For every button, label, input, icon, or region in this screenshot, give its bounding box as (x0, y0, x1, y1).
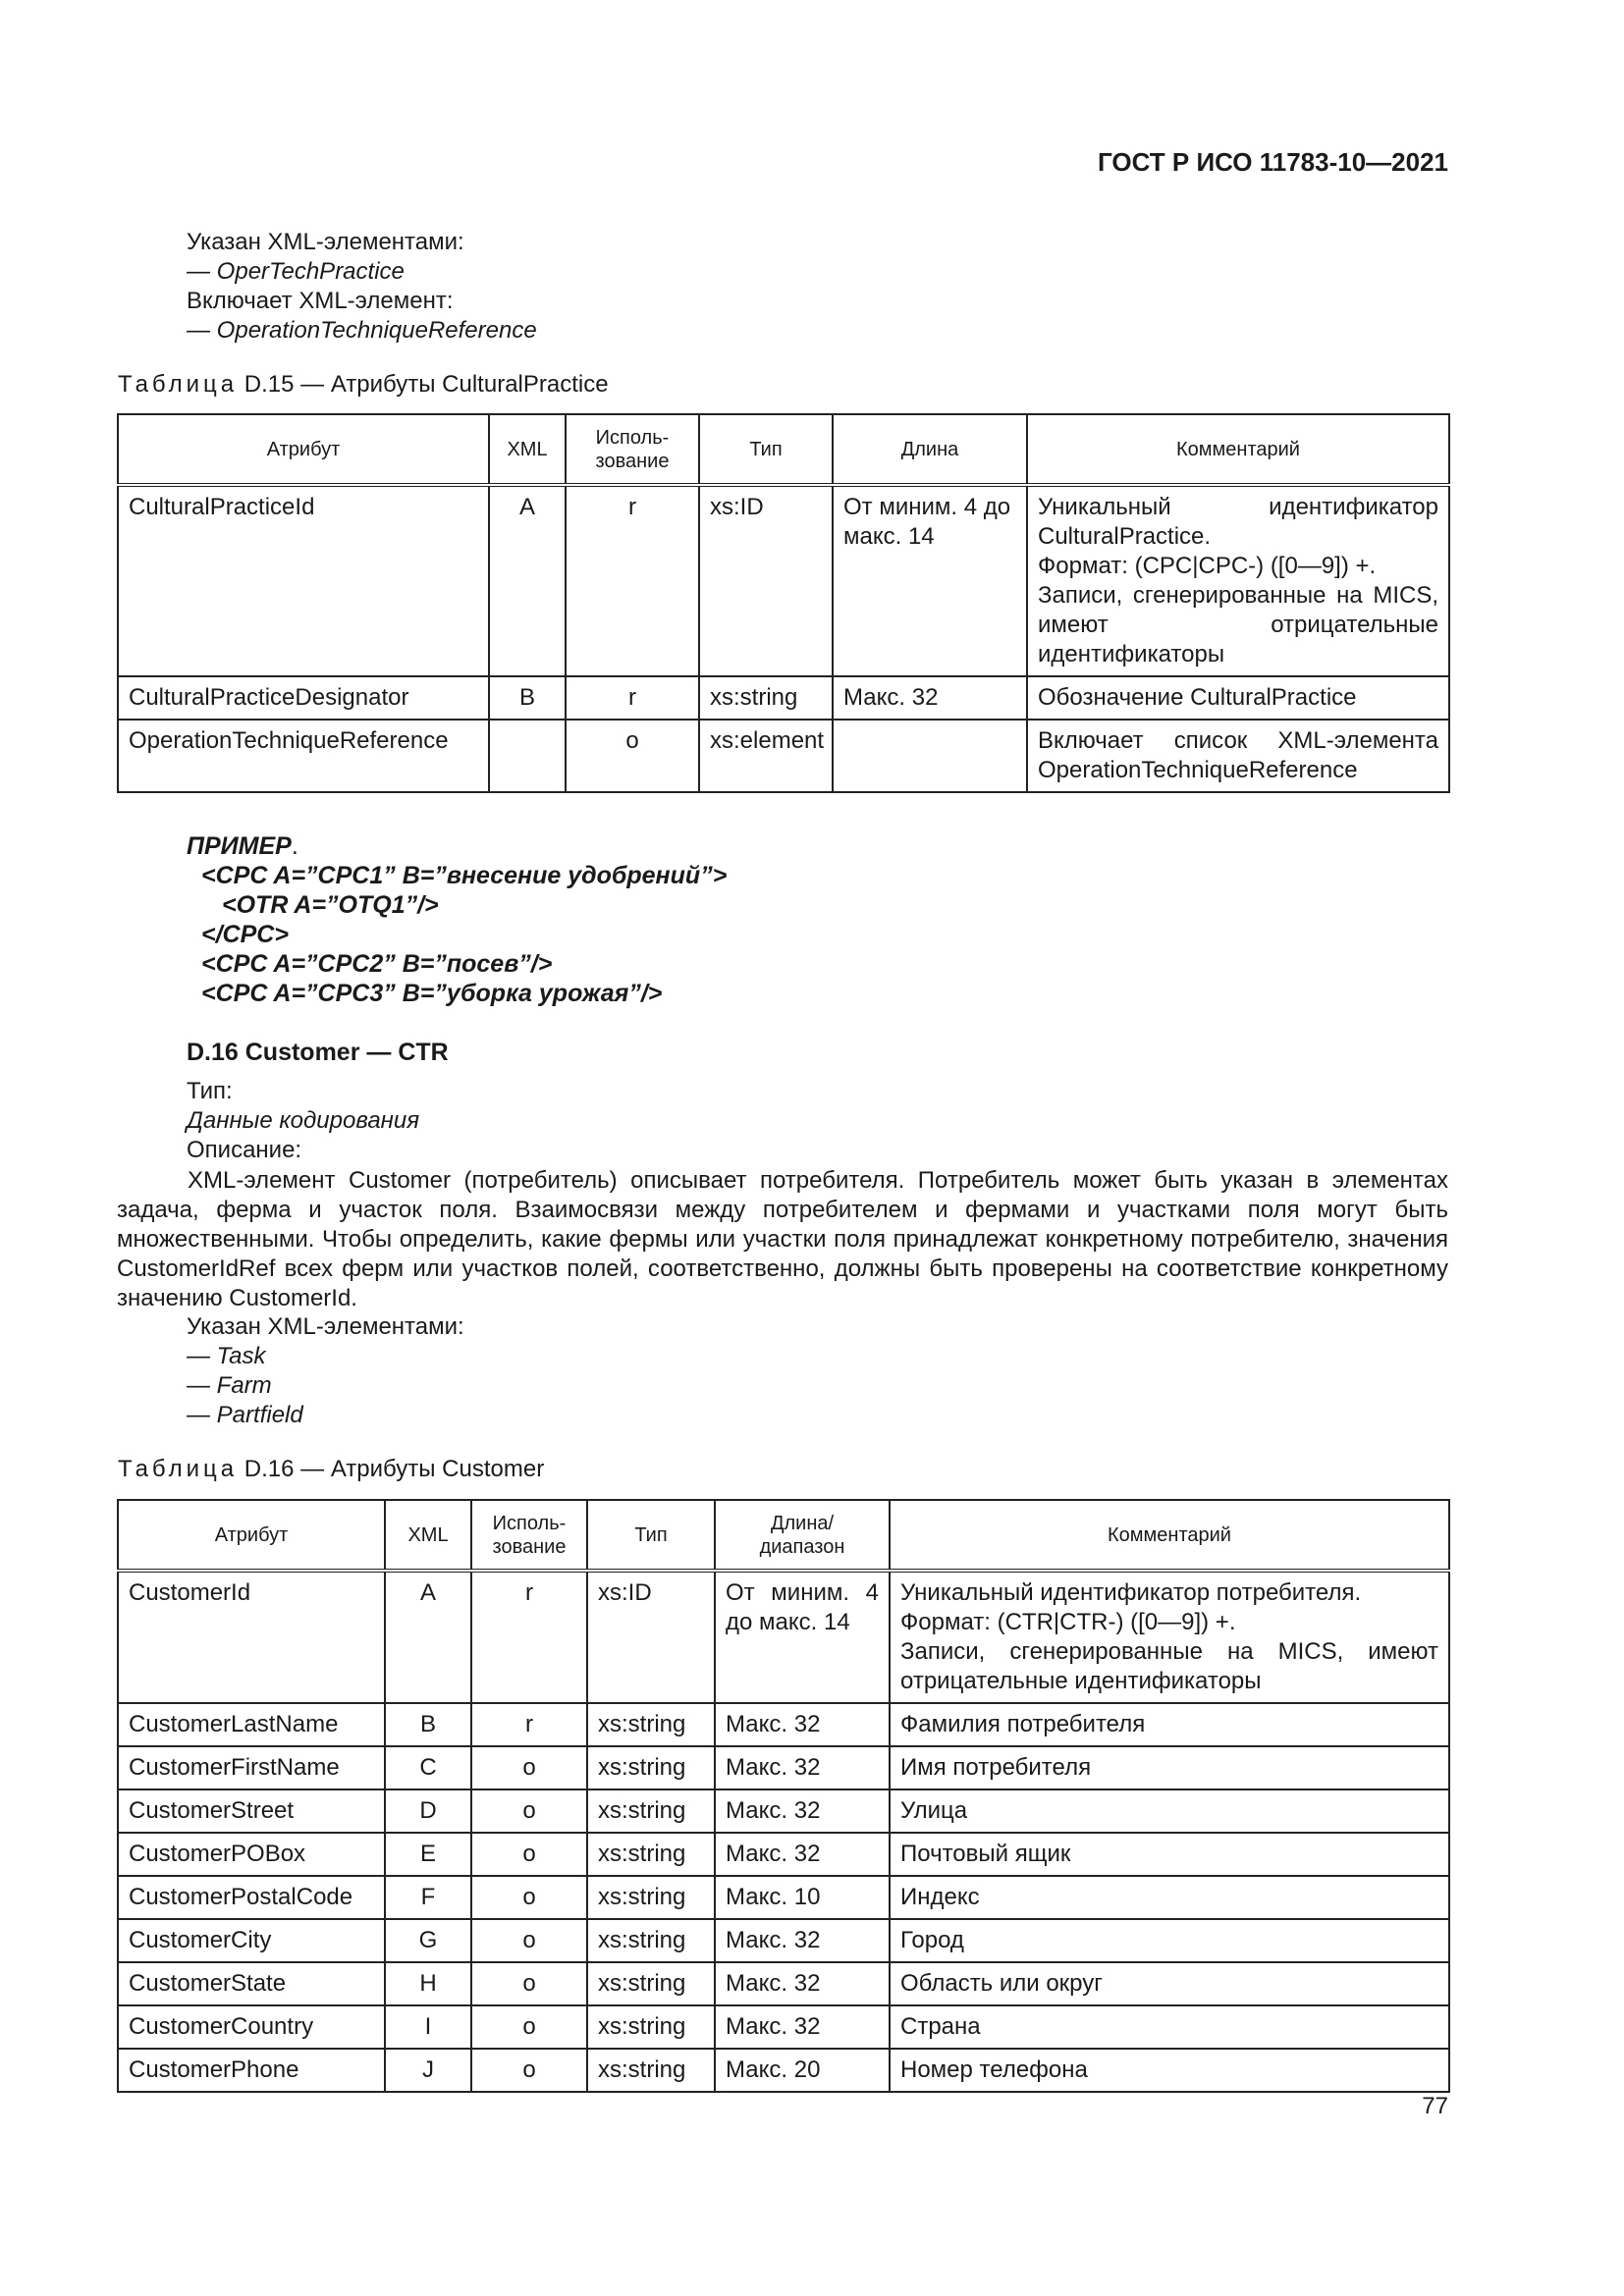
cell-usage: o (471, 1919, 587, 1962)
includes-label: Включает XML-элемент: (187, 288, 454, 314)
section-heading: D.16 Customer — CTR (187, 1039, 449, 1066)
example-code-line: <CPC A=”CPC2” B=”посев”/> (201, 950, 553, 978)
type-label: Тип: (187, 1078, 233, 1104)
column-header: Комментарий (1027, 414, 1449, 485)
column-header: Исполь- зование (471, 1500, 587, 1571)
cell-xml (489, 720, 566, 792)
cell-usage: o (471, 2005, 587, 2049)
cell-length: Макс. 32 (715, 1746, 890, 1789)
cell-attribute: CustomerFirstName (118, 1746, 385, 1789)
example-title-suffix: . (291, 832, 298, 860)
cell-usage: r (566, 485, 699, 676)
table-row (118, 1876, 1449, 1919)
specified-item: — Task (187, 1343, 266, 1369)
cell-attribute: CustomerId (118, 1571, 385, 1703)
cell-xml: F (385, 1876, 471, 1919)
specified-label: Указан XML-элементами: (187, 1313, 464, 1340)
table-row (118, 1703, 1449, 1746)
cell-length (833, 720, 1027, 792)
description-label: Описание: (187, 1137, 302, 1163)
table-row (118, 485, 1449, 676)
cell-comment: Фамилия потребителя (890, 1703, 1449, 1746)
cell-type: xs:ID (699, 485, 833, 676)
cell-attribute: CustomerState (118, 1962, 385, 2005)
cell-length: От миним. 4 до макс. 14 (833, 485, 1027, 676)
cell-usage: o (471, 1789, 587, 1833)
example-code-line: <CPC A=”CPC3” B=”уборка урожая”/> (201, 980, 663, 1007)
cell-usage: r (471, 1703, 587, 1746)
cell-length: Макс. 32 (833, 676, 1027, 720)
table-caption-word: Таблица (118, 1456, 239, 1482)
column-header: Длина/ диапазон (715, 1500, 890, 1571)
cell-xml: H (385, 1962, 471, 2005)
cell-comment: Улица (890, 1789, 1449, 1833)
cell-usage: o (471, 1876, 587, 1919)
table-caption-text: D.16 — Атрибуты Customer (244, 1456, 545, 1482)
cell-type: xs:string (587, 1919, 715, 1962)
cell-xml: J (385, 2049, 471, 2092)
includes-item-name: OperationTechniqueReference (216, 317, 537, 344)
cell-xml: B (489, 676, 566, 720)
table-row (118, 1833, 1449, 1876)
specified-item-name: Task (216, 1343, 266, 1369)
cell-usage: r (471, 1571, 587, 1703)
example-code-line: <OTR A=”OTQ1”/> (222, 891, 439, 919)
specified-item: — OperTechPractice (187, 258, 405, 285)
cell-attribute: OperationTechniqueReference (118, 720, 489, 792)
table-row (118, 1571, 1449, 1703)
table-header-row (118, 414, 1449, 485)
cell-comment: Обозначение CulturalPractice (1027, 676, 1449, 720)
table-caption (118, 371, 609, 399)
cell-usage: o (471, 1746, 587, 1789)
cell-attribute: CustomerPhone (118, 2049, 385, 2092)
cell-comment: Номер телефона (890, 2049, 1449, 2092)
table-row (118, 1962, 1449, 2005)
cell-type: xs:string (587, 2049, 715, 2092)
cell-xml: D (385, 1789, 471, 1833)
column-header: Тип (587, 1500, 715, 1571)
cell-usage: o (566, 720, 699, 792)
example-code-line: </CPC> (201, 921, 289, 948)
column-header: Длина (833, 414, 1027, 485)
example-title-word: ПРИМЕР (187, 832, 292, 860)
cell-type: xs:string (587, 2005, 715, 2049)
cell-comment: Страна (890, 2005, 1449, 2049)
specified-label: Указан XML-элементами: (187, 229, 464, 255)
specified-item-name: Farm (216, 1372, 272, 1399)
cell-usage: r (566, 676, 699, 720)
cell-attribute: CulturalPracticeDesignator (118, 676, 489, 720)
cell-comment: Уникальный идентификатор CulturalPractice. Формат: (CPC|CPC-) ([0—9]) +. Записи, сгенерированные на MICS, имеют отрицательные идентификаторы (1027, 485, 1449, 676)
example-title (187, 832, 298, 861)
cell-attribute: CustomerStreet (118, 1789, 385, 1833)
column-header: Исполь- зование (566, 414, 699, 485)
column-header: Тип (699, 414, 833, 485)
attributes-table-cultural-practice (117, 413, 1450, 793)
cell-xml: B (385, 1703, 471, 1746)
column-header: Атрибут (118, 1500, 385, 1571)
specified-item: — Farm (187, 1372, 272, 1399)
cell-length: Макс. 20 (715, 2049, 890, 2092)
cell-xml: G (385, 1919, 471, 1962)
description-text: XML-элемент Customer (потребитель) описывает потребителя. Потребитель может быть указан в элементах задача, ферма и участок поля. Взаимосвязи между потребителем и фермами и участками поля могут быть множественными. Чтобы определить, какие фермы или участки поля принадлежат конкретному потребителю, значения CustomerIdRef всех ферм или участков полей, соответственно, должны быть проверены на соответствие конкретному значению CustomerId. (117, 1167, 1448, 1311)
cell-xml: I (385, 2005, 471, 2049)
cell-xml: C (385, 1746, 471, 1789)
cell-length: Макс. 32 (715, 1962, 890, 2005)
includes-item: — OperationTechniqueReference (187, 317, 537, 344)
cell-length: Макс. 10 (715, 1876, 890, 1919)
cell-comment: Область или округ (890, 1962, 1449, 2005)
cell-xml: E (385, 1833, 471, 1876)
cell-type: xs:string (587, 1746, 715, 1789)
table-row (118, 1746, 1449, 1789)
cell-attribute: CustomerPostalCode (118, 1876, 385, 1919)
cell-comment: Город (890, 1919, 1449, 1962)
cell-xml: A (385, 1571, 471, 1703)
table-row (118, 676, 1449, 720)
cell-type: xs:ID (587, 1571, 715, 1703)
table-row (118, 2005, 1449, 2049)
cell-usage: o (471, 2049, 587, 2092)
cell-xml: A (489, 485, 566, 676)
table-caption (118, 1456, 544, 1483)
example-code-line: <CPC A=”CPC1” B=”внесение удобрений”> (201, 862, 728, 889)
cell-type: xs:string (587, 1703, 715, 1746)
table-header-row (118, 1500, 1449, 1571)
table-caption-word: Таблица (118, 371, 239, 398)
cell-attribute: CustomerPOBox (118, 1833, 385, 1876)
cell-length: Макс. 32 (715, 1703, 890, 1746)
cell-comment: Индекс (890, 1876, 1449, 1919)
cell-attribute: CustomerCountry (118, 2005, 385, 2049)
cell-type: xs:string (587, 1876, 715, 1919)
cell-comment: Включает список XML-элемента OperationTechniqueReference (1027, 720, 1449, 792)
table-row (118, 720, 1449, 792)
attributes-table-customer (117, 1499, 1450, 2093)
column-header: XML (489, 414, 566, 485)
type-value: Данные кодирования (187, 1107, 420, 1134)
cell-length: Макс. 32 (715, 1833, 890, 1876)
table-caption-text: D.15 — Атрибуты CulturalPractice (244, 371, 609, 398)
cell-length: Макс. 32 (715, 2005, 890, 2049)
cell-usage: o (471, 1833, 587, 1876)
cell-comment: Уникальный идентификатор потребителя. Формат: (CTR|CTR-) ([0—9]) +. Записи, сгенерированные на MICS, имеют отрицательные идентификаторы (890, 1571, 1449, 1703)
cell-comment: Почтовый ящик (890, 1833, 1449, 1876)
cell-type: xs:string (587, 1962, 715, 2005)
table-row (118, 1789, 1449, 1833)
cell-length: Макс. 32 (715, 1919, 890, 1962)
cell-length: От миним. 4 до макс. 14 (715, 1571, 890, 1703)
column-header: XML (385, 1500, 471, 1571)
specified-item-name: OperTechPractice (216, 258, 405, 285)
cell-comment: Имя потребителя (890, 1746, 1449, 1789)
specified-item: — Partfield (187, 1402, 303, 1428)
cell-usage: o (471, 1962, 587, 2005)
specified-item-name: Partfield (216, 1402, 303, 1428)
cell-type: xs:string (699, 676, 833, 720)
cell-attribute: CustomerCity (118, 1919, 385, 1962)
cell-attribute: CulturalPracticeId (118, 485, 489, 676)
table-row (118, 1919, 1449, 1962)
column-header: Атрибут (118, 414, 489, 485)
page-number: 77 (1422, 2093, 1448, 2119)
table-row (118, 2049, 1449, 2092)
cell-type: xs:element (699, 720, 833, 792)
cell-type: xs:string (587, 1789, 715, 1833)
document-standard-header: ГОСТ Р ИСО 11783-10—2021 (1098, 147, 1448, 177)
cell-length: Макс. 32 (715, 1789, 890, 1833)
cell-type: xs:string (587, 1833, 715, 1876)
description-paragraph (117, 1166, 1448, 1313)
cell-attribute: CustomerLastName (118, 1703, 385, 1746)
column-header: Комментарий (890, 1500, 1449, 1571)
